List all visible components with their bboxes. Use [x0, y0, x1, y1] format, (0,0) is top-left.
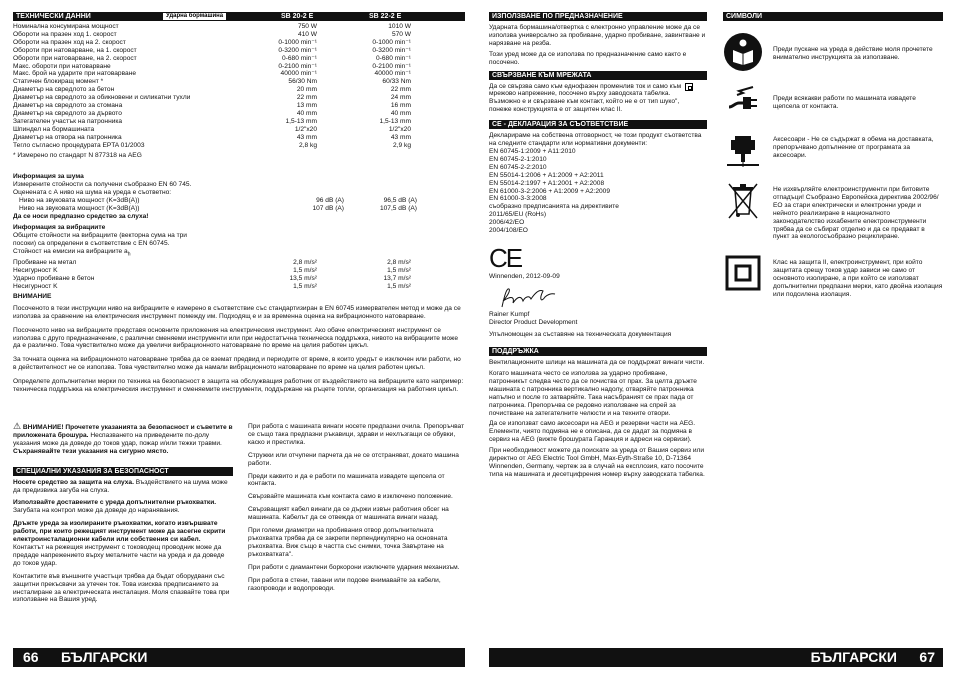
symbols-list [723, 32, 943, 299]
row-value-1: 750 W [297, 23, 317, 30]
row-label: Затегателен участък на патронника [13, 117, 123, 125]
spec-row [13, 55, 465, 63]
row-value-1: 43 mm [296, 133, 317, 141]
row-leader-dots [126, 39, 279, 47]
spec-row [13, 63, 465, 71]
row-label-cell [13, 23, 317, 31]
special-paragraph-bold: Използвайте доставените с уреда допълнителни ръкохватки. [13, 499, 217, 507]
spec-table [13, 23, 465, 150]
row-label: Шпиндел на бормашината [13, 125, 95, 133]
row-value-2-cell [317, 23, 411, 31]
row-leader-dots [344, 205, 380, 213]
mid-paragraph: При работи с диамантени боркорони изключете ударния механизъм. [248, 563, 460, 571]
noise-row [19, 197, 465, 205]
row-value-2: 1,5-13 mm [379, 117, 411, 125]
maintenance-header: ПОДДРЪЖКА [489, 347, 707, 356]
row-label-cell [13, 55, 317, 63]
symbol-description: Преди пускане на уреда в действие моля прочетете внимателно инструкцията за използване. [773, 46, 933, 61]
row-value-2: 0-680 min⁻¹ [376, 54, 411, 62]
ce-intro: Декларираме на собствена отговорност, че този продукт съответства на следните стандарти или нормативни документи: [489, 132, 702, 148]
special-safety-header: СПЕЦИАЛНИ УКАЗАНИЯ ЗА БЕЗОПАСНОСТ [13, 467, 233, 476]
warning-triangle-icon: ⚠ [13, 421, 22, 431]
spec-row [13, 39, 465, 47]
row-value-2-cell [317, 267, 411, 275]
row-leader-dots [317, 23, 388, 31]
row-leader-dots [317, 118, 379, 126]
row-label: Обороти при натоварване, на 1. скорост [13, 46, 137, 54]
spec-header-col1: SB 20-2 E [281, 13, 314, 20]
weee-bin-icon [723, 180, 763, 220]
row-leader-dots [317, 86, 391, 94]
row-label-cell [13, 142, 317, 150]
row-value-2: 0-1000 min⁻¹ [372, 38, 411, 46]
ce-place-date: Winnenden, 2012-09-09 [489, 272, 560, 280]
row-leader-dots [317, 102, 391, 110]
row-leader-dots [139, 205, 312, 213]
row-value-2-cell [317, 259, 411, 267]
row-leader-dots [317, 110, 391, 118]
vibration-row [13, 275, 465, 283]
spec-row [13, 102, 465, 110]
special-paragraph-text: Контактът на режещия инструмент с тоководещ проводник може да предаде напрежението върху металните части на уреда и да доведе до токов удар. [13, 543, 225, 567]
row-leader-dots [317, 70, 375, 78]
ce-line: EN 60745-1:2009 + A11:2010 [489, 147, 576, 155]
spec-row [13, 110, 465, 118]
row-value-2-cell [317, 78, 411, 86]
row-label: Диаметър на свредлото за бетон [13, 86, 115, 94]
row-leader-dots [137, 55, 282, 63]
row-value-2-cell [317, 102, 411, 110]
attention-paragraphs [13, 305, 465, 394]
row-value-1: 20 mm [296, 86, 317, 94]
use-paragraph: Този уред може да се използва по предназначение само както е посочено. [489, 50, 687, 66]
maintenance-paragraph: Да се използват само аксесоари на AEG и резервни части на AEG. Елементи, чиято подмяна не е описана, да се дадат за подмяна в сервиз на AEG (вижте брошурата Гаранция и адреси на сервизи). [489, 420, 696, 444]
ce-standards-list [489, 148, 707, 235]
row-leader-dots [317, 267, 387, 275]
spec-row [13, 118, 465, 126]
left-bottom-col-a [13, 423, 233, 609]
row-leader-dots [119, 23, 298, 31]
row-leader-dots [111, 63, 279, 71]
right-footer [489, 648, 943, 667]
row-value-2-cell [317, 70, 411, 78]
use-paragraph: Ударната бормашина/отвертка с електронно управление може да се използва универсално за пробиване, ударно пробиване, завинтване и нарязване на резба. [489, 24, 706, 47]
row-leader-dots [58, 267, 294, 275]
row-value-2-cell [317, 118, 411, 126]
row-leader-dots [136, 70, 281, 78]
row-value-1: 2,8 kg [299, 141, 317, 149]
row-label-cell [19, 205, 344, 213]
spec-row [13, 47, 465, 55]
row-label-cell [13, 259, 317, 267]
row-value-2: 1,5 m/s² [387, 282, 411, 290]
mid-paragraph: Стружки или отчупени парчета да не се отстраняват, докато машина работи. [248, 451, 459, 467]
noise-intro-2: Оценената с А ниво на шума на уреда е съответно: [13, 189, 172, 197]
row-value-1: 56/30 Nm [288, 78, 317, 86]
row-value-2: 0-3200 min⁻¹ [372, 46, 411, 54]
row-leader-dots [94, 126, 295, 134]
ce-line: 2006/42/EO [489, 219, 525, 227]
row-label-cell [13, 94, 317, 102]
spec-row [13, 86, 465, 94]
row-label: Пробиване на метал [13, 258, 77, 266]
row-leader-dots [317, 259, 387, 267]
row-label: Диаметър на отвора на патронника [13, 133, 122, 141]
row-leader-dots [122, 110, 297, 118]
row-value-2: 60/33 Nm [382, 78, 411, 86]
symbol-row [723, 81, 943, 121]
row-value-1: 40 mm [296, 109, 317, 117]
right-col-b [723, 12, 943, 299]
left-page-number: 66 [23, 649, 39, 665]
row-label-cell [13, 126, 317, 134]
row-leader-dots [317, 78, 382, 86]
row-leader-dots [317, 47, 372, 55]
spec-row [13, 31, 465, 39]
row-label-cell [19, 197, 344, 205]
row-label: Диаметър на свредлото за обикновени и силикатни тухли [13, 94, 191, 102]
row-value-2: 43 mm [390, 133, 411, 141]
special-paragraph [13, 520, 233, 567]
row-label-cell [13, 134, 317, 142]
row-value-2: 1/2"x20 [388, 125, 411, 133]
mid-paragraph: Свързващият кабел винаги да се държи извън работния обсег на машината. Кабелът да се отвежда от машината винаги назад. [248, 506, 449, 522]
spec-row [13, 94, 465, 102]
special-paragraph [13, 499, 233, 515]
row-value-2: 2,9 kg [393, 141, 411, 149]
vibration-intro-3-text: Стойност на емисии на вибрациите a [13, 247, 128, 255]
ce-line: EN 61000-3-3:2008 [489, 195, 547, 203]
double-insulation-icon [685, 83, 693, 91]
mid-paragraph: При работа в стени, тавани или подове внимавайте за кабели, газопроводи и водопроводи. [248, 576, 441, 592]
row-value-1: 2,8 m/s² [293, 258, 317, 266]
right-col-a [489, 12, 707, 482]
spec-note: * Измерено по стандарт N 877318 на AEG [13, 151, 142, 159]
unplug-icon [723, 81, 763, 121]
row-label: Несигурност K [13, 266, 58, 274]
row-label-cell [13, 110, 317, 118]
row-value-2: 22 mm [390, 86, 411, 94]
signature-image [499, 285, 559, 311]
symbol-description: Клас на защита II, електроинструмент, при който защитата срещу токов удар зависи не само от основното изолиране, а при който се използват допълнителни предпазни мерки, като двойна изолация или подсилена изолация. [773, 259, 943, 298]
row-value-1: 1,5 m/s² [293, 266, 317, 274]
row-value-2-cell [317, 39, 411, 47]
row-leader-dots [317, 63, 372, 71]
symbols-header: СИМВОЛИ [723, 12, 943, 21]
row-leader-dots [317, 31, 392, 39]
row-value-2-cell [317, 142, 411, 150]
row-value-1: 1/2"x20 [294, 125, 317, 133]
row-label: Макс. брой на ударите при натоварване [13, 70, 137, 78]
row-label: Номинална консумирана мощност [13, 23, 119, 30]
row-value-2: 16 mm [390, 102, 411, 110]
attention-paragraph: Посоченото в тези инструкции ниво на вибрациите е измерено в съответствие със стандартизиран в EN 60745 измервателен метод и може да се използва за сравнение на електрическия инструмент помежду им. Подходящ е и за временна оценка на вибрационното натоварване. [13, 304, 461, 320]
special-paragraph-text: Въздействието на шума може да предизвика загуба на слуха. [13, 478, 228, 494]
row-label: Диаметър на свредлото за стомана [13, 102, 123, 110]
vibration-row [13, 259, 465, 267]
symbol-row [723, 130, 943, 170]
use-header: ИЗПОЛЗВАНЕ ПО ПРЕДНАЗНАЧЕНИЕ [489, 12, 707, 21]
row-value-1: 13,5 m/s² [289, 274, 317, 282]
spec-header [13, 12, 465, 21]
warning-bold-2: Съхранявайте тези указания на сигурно място. [13, 447, 169, 455]
row-label: Ниво на звуковата мощност (K=3dB(A)) [19, 197, 140, 205]
row-value-2: 40000 min⁻¹ [374, 70, 411, 78]
left-footer [13, 648, 465, 667]
special-paragraph-text: Загубата на контрол може да доведе до наранявания. [13, 507, 180, 515]
ce-mark: CE [489, 242, 522, 273]
spec-row [13, 142, 465, 150]
mains-text [489, 83, 707, 115]
left-bottom-col-b [248, 423, 465, 597]
row-value-2: 0-2100 min⁻¹ [372, 62, 411, 70]
ce-line: 2011/65/EU (RoHs) [489, 211, 547, 219]
row-value-1: 107 dB (A) [312, 205, 344, 213]
spec-row [13, 78, 465, 86]
row-value-1: 22 mm [296, 94, 317, 102]
row-leader-dots [145, 142, 300, 150]
noise-warning: Да се носи предпазно средство за слуха! [13, 212, 149, 220]
row-value-1: 1,5 m/s² [293, 282, 317, 290]
row-value-2: 40 mm [390, 109, 411, 117]
mid-paragraph: При работа с машината винаги носете предпазни очила. Препоръчват се също така предпазни ръкавици, здрави и нехлъзгащи се обувки, каско и престилка. [248, 423, 465, 446]
row-value-2-cell [317, 47, 411, 55]
warning-normal: Неспазването на приведените по-долу указания може да доведе до токов удар, пожар и/или тежки травми. [13, 431, 222, 447]
mains-header: СВЪРЗВАНЕ КЪМ МРЕЖАТА [489, 71, 707, 80]
vibration-title: Информация за вибрациите [13, 223, 106, 231]
warning-bold-1: ВНИМАНИЕ! Прочетете указанията за безопасност и съветите в приложената брошура. [13, 424, 233, 439]
row-label: Ударно пробиване в бетон [13, 274, 95, 282]
row-label: Обороти на празен ход на 2. скорост [13, 38, 126, 46]
vibration-intro-1: Общите стойности на вибрациите (векторна сума на три [13, 231, 187, 239]
ce-name: Rainer Kumpf [489, 311, 530, 319]
row-value-2-cell [317, 275, 411, 283]
row-leader-dots [103, 78, 288, 86]
noise-title: Информация за шума [13, 172, 84, 180]
row-value-2-cell [317, 94, 411, 102]
row-value-2: 24 mm [390, 94, 411, 102]
row-leader-dots [317, 94, 391, 102]
warning-block [13, 423, 233, 456]
row-value-2: 107,5 dB (A) [379, 205, 417, 213]
ce-role: Director Product Development [489, 319, 578, 327]
special-paragraph-bold: Дръжте уреда за изолираните ръкохватки, когато извършвате работи, при които режещият инструмент може да засегне скрити електроинсталационни кабели или собствения си кабел. [13, 520, 226, 544]
attention-paragraph: За точната оценка на вибрационното натоварване трябва да се вземат предвид и периодите от време, в които уредът е изключен или работи, но в действителност не се използва. Това чувствително може да намали вибрационното натоварване по време на целия работен цикъл. [13, 356, 461, 372]
row-value-2-cell [317, 31, 411, 39]
row-label: Обороти при натоварване, на 2. скорост [13, 54, 137, 62]
maintenance-paragraph: Когато машината често се използва за ударно пробиване, патронникът следва често да се почиства от прах. За целта дръжте машината с патронника вертикално надолу, отваряйте патронника напълно и после го затваряйте. Така насъбраният се прах пада от патронника. Препоръчва се редовно използване на спрей за почистване на затегателните челюсти и на техните отвори. [489, 369, 697, 417]
ce-line: EN 61000-3-2:2006 + A1:2009 + A2:2009 [489, 187, 610, 195]
vibration-subscript: h [127, 250, 131, 257]
row-value-2-cell [317, 55, 411, 63]
read-manual-icon [723, 32, 763, 72]
ce-line: EN 55014-1:2006 + A1:2009 + A2:2011 [489, 171, 604, 179]
symbol-row [723, 32, 943, 72]
row-value-2: 13,7 m/s² [383, 274, 411, 282]
symbol-description: Аксесоари - Не се съдържат в обема на доставката, препоръчвано допълнение от програмата за аксесоари. [773, 136, 934, 159]
spec-row [13, 134, 465, 142]
attention-title: ВНИМАНИЕ [13, 293, 52, 301]
special-paragraph [13, 573, 233, 605]
row-label-cell [13, 102, 317, 110]
mid-paragraph: Преди каквито и да е работи по машината извадете щепсела от контакта. [248, 472, 445, 488]
vibration-table [13, 259, 465, 291]
spec-row [13, 70, 465, 78]
row-label-cell [13, 283, 317, 291]
row-leader-dots [317, 126, 389, 134]
noise-row [19, 205, 465, 213]
row-value-2-cell [317, 86, 411, 94]
attention-paragraph: Определете допълнителни мерки по техника на безопасност в защита на обслужващия работник от въздействието на вибрациите като например: техническа поддръжка на електрическия инструмент и сменяемите инструменти, поддържане на ръцете топли, организация на работния цикъл. [13, 378, 464, 394]
special-paragraph [13, 479, 233, 495]
spec-header-title: ТЕХНИЧЕСКИ ДАННИ [16, 13, 91, 20]
row-label-cell [13, 267, 317, 275]
ce-authorized: Упълномощен за съставяне на техническата документация [489, 331, 672, 339]
special-paragraphs [13, 479, 233, 605]
row-leader-dots [317, 275, 384, 283]
row-leader-dots [317, 283, 387, 291]
class-ii-icon [723, 253, 763, 293]
row-leader-dots [137, 47, 279, 55]
maintenance-paragraph: Вентилационните шлици на машината да се поддържат винаги чисти. [489, 359, 705, 367]
row-leader-dots [317, 39, 372, 47]
mid-paragraph: При големи диаметри на пробивания отвор допълнителната ръкохватка трябва да се закрепи перпендикулярно на основната ръкохватка. Виж също в частта със снимки, точка Завъртане на ръкохватката". [248, 527, 448, 558]
row-label: Ниво на звуковата мощност (K=3dB(A)) [19, 205, 140, 213]
row-value-2: 1010 W [388, 23, 411, 30]
row-value-2: 2,8 m/s² [387, 258, 411, 266]
row-leader-dots [114, 86, 297, 94]
row-leader-dots [58, 283, 294, 291]
maintenance-paragraphs [489, 359, 707, 479]
mains-text-body: Да се свързва само към еднофазен променлив ток и само към мрежово напрежение, посочено върху заводската табелка. Възможно е и свързване към контакт, който не е от тип шуко", понеже конструкцията е от защитен клас II. [489, 82, 682, 114]
row-value-1: 0-680 min⁻¹ [282, 54, 317, 62]
noise-intro-1: Измерените стойности са получени съобразно EN 60 745. [13, 181, 192, 189]
symbol-row [723, 253, 943, 299]
vibration-row [13, 267, 465, 275]
row-value-2: 570 W [391, 30, 411, 38]
right-page-number: 67 [919, 649, 935, 665]
row-label: Несигурност K [13, 282, 58, 290]
row-value-1: 13 mm [296, 102, 317, 110]
left-page [13, 12, 465, 400]
row-label: Обороти на празен ход 1. скорост [13, 30, 117, 38]
symbol-description: Преди всякакви работи по машината извадете щепсела от контакта. [773, 95, 916, 110]
row-leader-dots [122, 118, 285, 126]
ce-line: EN 60745-2-2:2010 [489, 163, 547, 171]
row-leader-dots [76, 259, 293, 267]
symbol-description: Не изхвърляйте електроинструменти при битовите отпадъци! Съобразно Европейска директива 2002/96/ЕО за стари електрически и електронни уреди и нейното реализиране в националното законодателство изхабените електроинструменти трябва да се събират отделно и да се предават в пункт за екологосъобразно рециклиране. [773, 186, 939, 241]
ce-line: EN 60745-2-1:2010 [489, 155, 547, 163]
row-value-2-cell [317, 283, 411, 291]
symbol-row [723, 180, 943, 241]
accessories-icon [723, 130, 763, 170]
row-value-2: 1,5 m/s² [387, 266, 411, 274]
row-value-2-cell [344, 197, 417, 205]
row-value-1: 0-3200 min⁻¹ [278, 46, 317, 54]
row-label-cell [13, 86, 317, 94]
row-label: Диаметър на свредлото за дървото [13, 109, 122, 117]
row-leader-dots [139, 197, 316, 205]
row-leader-dots [94, 275, 289, 283]
row-value-1: 96 dB (A) [316, 197, 344, 205]
row-value-2: 96,5 dB (A) [383, 197, 417, 205]
special-paragraph-bold: Носете средство за защита на слуха. [13, 478, 134, 486]
row-leader-dots [117, 31, 298, 39]
row-label-cell [13, 78, 317, 86]
spec-header-col2: SB 22-2 E [369, 13, 402, 20]
row-value-1: 0-2100 min⁻¹ [278, 62, 317, 70]
row-leader-dots [190, 94, 296, 102]
right-language-label: БЪЛГАРСКИ [810, 649, 897, 665]
mid-paragraph: Свързвайте машината към контакта само в изключено положение. [248, 493, 453, 501]
row-label-cell [13, 47, 317, 55]
vibration-intro-3 [13, 248, 465, 259]
row-leader-dots [122, 134, 297, 142]
row-leader-dots [317, 134, 391, 142]
row-value-2-cell [317, 63, 411, 71]
row-label-cell [13, 275, 317, 283]
row-leader-dots [317, 55, 376, 63]
noise-table [13, 197, 465, 213]
vibration-row [13, 283, 465, 291]
row-label: Макс. обороти при натоварване [13, 62, 111, 70]
row-label: Статичен блокиращ момент * [13, 78, 104, 86]
ce-line: EN 55014-2:1997 + A1:2001 + A2:2008 [489, 179, 605, 187]
row-value-1: 0-1000 min⁻¹ [278, 38, 317, 46]
row-label-cell [13, 118, 317, 126]
attention-paragraph: Посоченото ниво на вибрациите представя основните приложения на електрическия инструмент. Ако обаче електрическият инструмент се използва с друго предназначение, с различни сменяеми инструменти или при недостатъчна техническа поддръжка, нивото на вибрациите може да е различно. Това чувствително може да увеличи вибрационното натоварване по време на целия работен цикъл. [13, 326, 459, 350]
row-value-2-cell [344, 205, 417, 213]
row-label-cell [13, 63, 317, 71]
vibration-intro-2: посоки) са определени в съответствие с EN 60745. [13, 239, 170, 247]
row-leader-dots [122, 102, 297, 110]
row-label-cell [13, 70, 317, 78]
row-leader-dots [317, 142, 393, 150]
spec-row [13, 126, 465, 134]
ce-line: 2004/108/EO [489, 227, 528, 235]
left-language-label: БЪЛГАРСКИ [61, 649, 148, 665]
row-value-1: 40000 min⁻¹ [280, 70, 317, 78]
row-value-2-cell [317, 110, 411, 118]
use-paragraphs [489, 24, 707, 67]
ce-line: съобразно предписанията на директивите [489, 203, 619, 211]
row-value-2-cell [317, 134, 411, 142]
row-label-cell [13, 39, 317, 47]
ce-header: CE - ДЕКЛАРАЦИЯ ЗА СЪОТВЕТСТВИЕ [489, 120, 707, 129]
spec-header-product: Ударна бормашина [163, 13, 226, 20]
row-value-2-cell [317, 126, 411, 134]
spec-row [13, 23, 465, 31]
special-paragraph-text: Контактите във външните участъци трябва да бъдат оборудвани със защитни прекъсвачи за утечен ток. Това изисква предписанието за инсталиране за електрическата инсталация. Моля спазвайте това при използване на Вашия уред. [13, 572, 230, 604]
row-value-1: 410 W [297, 30, 317, 38]
row-label: Тегло съгласно процедурата EPTA 01/2003 [13, 141, 145, 149]
mid-paragraphs [248, 423, 465, 592]
row-value-1: 1,5-13 mm [285, 117, 317, 125]
row-leader-dots [344, 197, 384, 205]
row-label-cell [13, 31, 317, 39]
maintenance-paragraph: При необходимост можете да поискате за уреда от Вашия сервиз или директно от AEG Electric Tool GmbH, Max-Eyth-Straße 10, D-71364 Winnenden, Germany, чертеж за в случай на експлозия, като посочите типа на машината и десетцифрения номер върху заводската табелка. [489, 447, 705, 478]
